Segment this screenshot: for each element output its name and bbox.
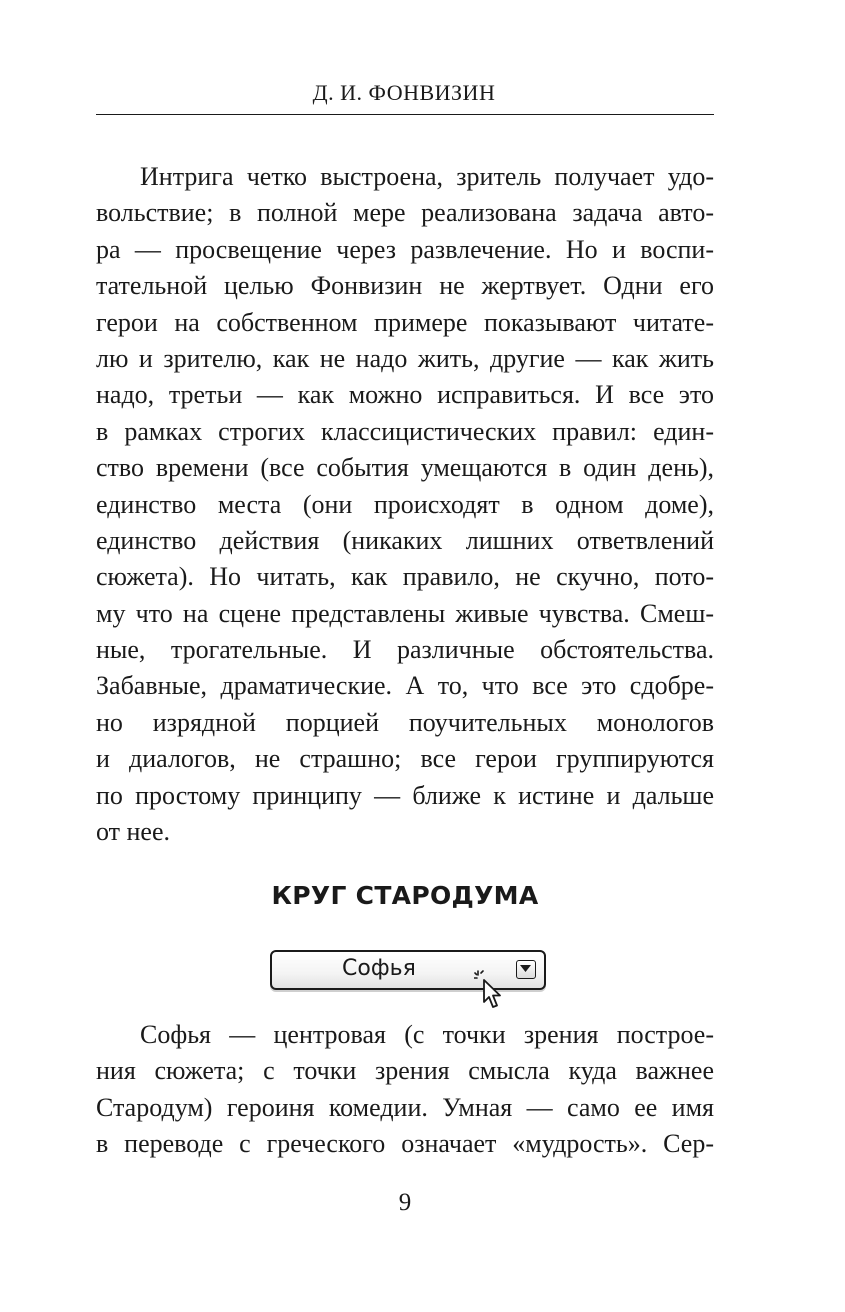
text-line: герои на собственном примере показывают читате- — [96, 307, 714, 337]
text-line: Забавные, драматические. А то, что все это сдобре- — [96, 671, 714, 701]
text-line: ство времени (все события умещаются в один день), — [96, 453, 714, 483]
text-line: лю и зрителю, как не надо жить, другие — как жить — [96, 343, 714, 373]
text-line: ные, трогательные. И различные обстоятельства. — [96, 635, 714, 665]
text-line: Софья — центровая (с точки зрения построе- — [140, 1020, 714, 1049]
chevron-down-icon-glyph — [520, 965, 531, 973]
text-line: в переводе с греческого означает «мудрость». Сер- — [96, 1129, 714, 1159]
text-line: вольствие; в полной мере реализована задача авто- — [96, 198, 714, 228]
text-line: от нее. — [96, 817, 171, 847]
text-line: и диалогов, не страшно; все герои группируются — [96, 744, 714, 774]
text-line: му что на сцене представлены живые чувства. Смеш- — [96, 598, 714, 628]
text-line: по простому принципу — ближе к истине и дальше — [96, 780, 714, 810]
body-paragraph-1 — [96, 159, 714, 850]
chevron-down-icon[interactable] — [516, 960, 536, 979]
text-line: ния сюжета; с точки зрения смысла куда важнее — [96, 1056, 714, 1086]
text-line: в рамках строгих классицистических правил: един- — [96, 416, 714, 446]
pointer-hand-icon — [474, 968, 506, 1012]
section-heading: КРУГ СТАРОДУМА — [271, 881, 539, 910]
header-rule — [96, 114, 714, 115]
dropdown-selected-value: Софья — [342, 956, 416, 981]
running-head: Д. И. ФОНВИЗИН — [312, 80, 496, 105]
text-line: единство места (они происходят в одном доме), — [96, 489, 714, 519]
body-paragraph-2 — [96, 1017, 714, 1163]
text-line: но изрядной порцией поучительных монологов — [96, 707, 714, 737]
text-line: сюжета). Но читать, как правило, не скучно, пото- — [96, 562, 714, 592]
text-line: Стародум) героиня комедии. Умная — само ее имя — [96, 1092, 714, 1122]
text-line: Интрига четко выстроена, зритель получает удо- — [140, 162, 714, 191]
text-line: единство действия (никаких лишних ответвлений — [96, 525, 714, 555]
page-number: 9 — [398, 1189, 412, 1216]
text-line: тательной целью Фонвизин не жертвует. Одни его — [96, 271, 714, 301]
text-line: ра — просвещение через развлечение. Но и воспи- — [96, 234, 714, 264]
text-line: надо, третьи — как можно исправиться. И все это — [96, 380, 714, 410]
